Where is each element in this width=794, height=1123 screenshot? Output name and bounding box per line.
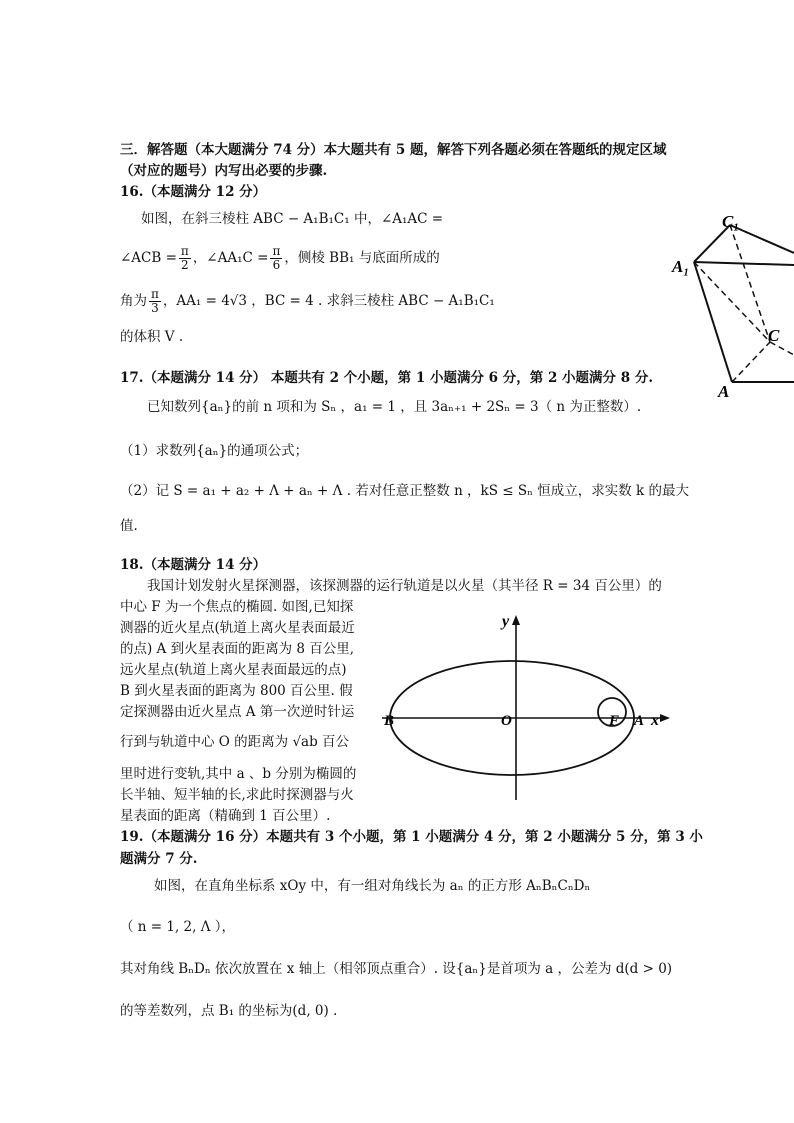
q18-line3: 测器的近火星点(轨道上离火星表面最近 [120, 620, 355, 636]
q17-part2-end: 值. [120, 518, 138, 534]
x-axis-arrow [660, 714, 670, 722]
q18-line6: B 到火星表面的距离为 800 百公里. 假 [120, 683, 353, 699]
fraction-pi-over-2: $\frac{\pi}{2}$ [180, 244, 189, 272]
q16-side-edge: ，侧棱 BB₁ 与底面所成的 [284, 250, 440, 266]
q16-angle-acb: ∠ACB = [120, 250, 177, 266]
q19-line3: 其对角线 BₙDₙ 依次放置在 x 轴上（相邻顶点重合）. 设{aₙ}是首项为 a ，公差为 d(d > 0) [120, 961, 673, 977]
label-a1: A₁ [672, 257, 690, 276]
q18-line5: 远火星点(轨道上离火星表面最远的点) [120, 662, 347, 678]
section-header-line1: 三．解答题（本大题满分 74 分）本大题共有 5 题，解答下列各题必须在答题纸的规定区域 [120, 142, 667, 158]
label-o: O [501, 713, 512, 729]
edge-c1-c [730, 225, 770, 342]
label-c1: C₁ [722, 212, 740, 231]
section-header-line2: （对应的题号）内写出必要的步骤. [120, 163, 328, 179]
label-x: x [651, 712, 659, 729]
q18-line7: 定探测器由近火星点 A 第一次逆时针运 [120, 704, 355, 720]
label-a: A [634, 713, 645, 729]
label-y: y [502, 613, 510, 630]
edge-a1-a [694, 262, 732, 382]
q18-line1: 我国计划发射火星探测器，该探测器的运行轨道是以火星（其半径 R = 34 百公里）的 [147, 578, 662, 594]
fraction-pi-over-3: $\frac{\pi}{3}$ [151, 287, 159, 315]
q18-line10: 长半轴、短半轴的长,求此时探测器与火 [120, 787, 354, 803]
q18-line4: 的点) A 到火星表面的距离为 8 百公里, [120, 641, 355, 657]
q18-title: 18.（本题满分 14 分） [120, 557, 267, 573]
q19-line4: 的等差数列，点 B₁ 的坐标为(d, 0) . [120, 1003, 338, 1019]
q16-line4: 的体积 V . [120, 329, 184, 345]
q16-angle-aa1c: ，∠AA₁C = [192, 250, 269, 266]
orbit-figure [380, 610, 680, 805]
q19-title-line1: 19.（本题满分 16 分）本题共有 3 个小题，第 1 小题满分 4 分，第 2 小题满分 5 分，第 3 小 [120, 829, 703, 845]
q18-line2: 中心 F 为一个焦点的椭圆. 如图,已知探 [120, 599, 354, 615]
q16-title: 16.（本题满分 12 分） [120, 184, 267, 200]
q17-line1: 已知数列{aₙ}的前 n 项和为 Sₙ ，a₁ = 1 ，且 3aₙ₊₁ + 2Sₙ = 3（ n 为正整数）. [147, 399, 642, 415]
q18-line9: 里时进行变轨,其中 a 、b 分别为椭圆的 [120, 766, 357, 782]
q16-angle-label: 角为 [120, 293, 147, 309]
label-a: A [718, 382, 730, 400]
q17-part2: （2）记 S = a₁ + a₂ + Λ + aₙ + Λ . 若对任意正整数 n ，kS ≤ Sₙ 恒成立，求实数 k 的最大 [120, 483, 690, 499]
edge-c1-b1 [730, 225, 794, 253]
label-b: B [384, 713, 395, 729]
q16-line2 [120, 245, 440, 272]
edge-a-c [732, 342, 770, 382]
label-c: C [768, 326, 780, 345]
prism-figure [670, 205, 794, 400]
y-axis-arrow [512, 615, 520, 625]
q19-title-line2: 题满分 7 分. [120, 851, 198, 867]
label-f: F [609, 713, 620, 729]
q18-line11: 星表面的距离（精确到 1 百公里）. [120, 808, 331, 824]
q16-line3 [120, 288, 495, 315]
fraction-pi-over-6: $\frac{\pi}{6}$ [272, 244, 281, 272]
q16-given-values: ，AA₁ = 4√3 ，BC = 4 . 求斜三棱柱 ABC − A₁B₁C₁ [162, 293, 495, 309]
q19-line2: （ n = 1, 2, Λ ）， [120, 919, 236, 935]
edge-a1-c [694, 262, 770, 342]
q16-line1: 如图，在斜三棱柱 ABC − A₁B₁C₁ 中，∠A₁AC = [141, 211, 444, 227]
q17-part1: （1）求数列{aₙ}的通项公式； [120, 443, 309, 459]
q19-line1: 如图，在直角坐标系 xOy 中，有一组对角线长为 aₙ 的正方形 AₙBₙCₙDₙ [154, 878, 591, 894]
q17-title: 17.（本题满分 14 分） 本题共有 2 个小题，第 1 小题满分 6 分，第 2 小题满分 8 分. [120, 370, 654, 386]
q18-line8: 行到与轨道中心 O 的距离为 √ab 百公 [120, 734, 350, 750]
